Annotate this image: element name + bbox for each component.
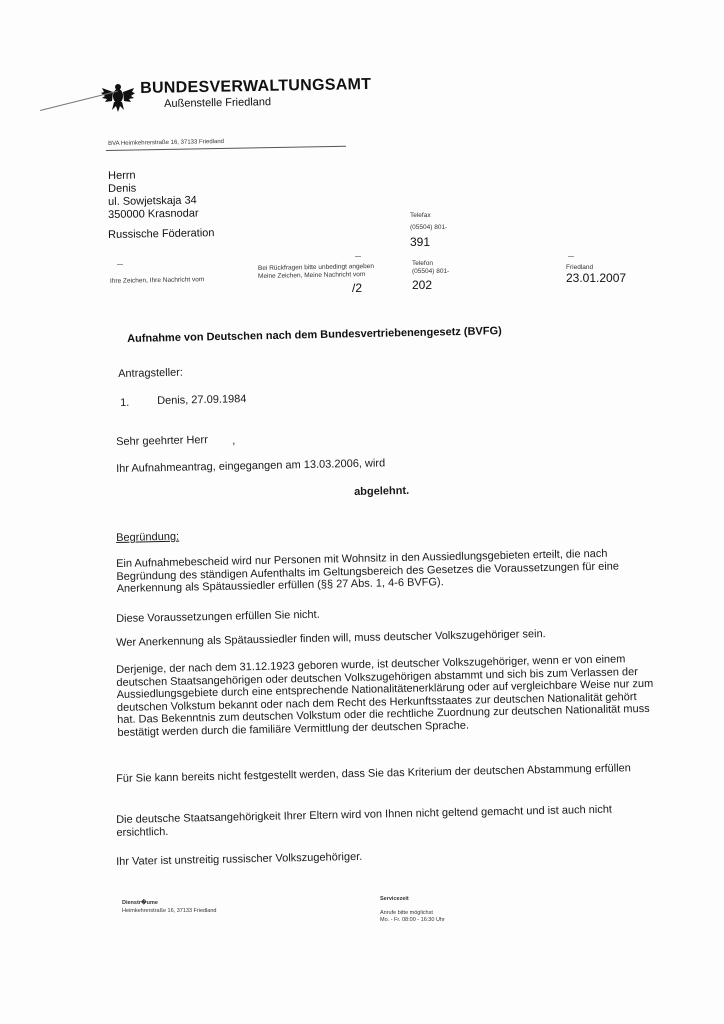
sender-line: BVA Heimkehrerstraße 16, 37133 Friedland xyxy=(108,138,225,147)
org-name: BUNDESVERWALTUNGSAMT xyxy=(140,75,372,97)
our-ref-label-1: Bei Rückfragen bitte unbedingt angeben xyxy=(257,262,375,273)
footer-service-line1: Anrufe bitte möglichst xyxy=(380,910,433,916)
reason-heading: Begründung: xyxy=(116,530,180,544)
greeting: Sehr geehrter Herr xyxy=(116,434,208,448)
reason-paragraph-2: Diese Voraussetzungen erfüllen Sie nicht. xyxy=(116,608,320,625)
footer-service-line2: Mo. - Fr. 08:00 - 16:30 Uhr xyxy=(380,917,445,923)
reason-paragraph-7: Ihr Vater ist unstreitig russischer Volkszugehöriger. xyxy=(116,850,363,868)
federal-eagle-icon xyxy=(100,80,136,116)
reason-paragraph-5: Für Sie kann bereits nicht festgestellt werden, dass Sie das Kriterium der deutschen Abstammung erfüllen xyxy=(116,762,631,785)
recipient-city: 350000 Krasnodar xyxy=(108,207,199,221)
recipient-street: ul. Sowjetskaja 34 xyxy=(108,194,197,208)
letter-subject: Aufnahme von Deutschen nach dem Bundesvertriebenengesetz (BVFG) xyxy=(127,325,502,345)
recipient-name: Denis xyxy=(108,182,137,195)
sender-divider xyxy=(106,146,346,151)
reason-paragraph-6: Die deutsche Staatsangehörigkeit Ihrer Eltern wird von Ihnen nicht geltend gemacht und ist auch nicht ersichtlich. xyxy=(116,803,613,839)
footer-office-label: Dienstr�ume xyxy=(122,900,158,906)
reason-paragraph-4: Derjenige, der nach dem 31.12.1923 geboren wurde, ist deutscher Volkszugehöriger, wenn er von einem deutschen Staatsangehörigen oder deutschen Volkszugehörigen abstammt und sich bis zum Verlassen der Aussiedlungsgebiete durch eine entsprechende Nationalitätenerklärung oder auf vergleichbare Weise nur zum deutschen Volkstum bekannt oder nach dem Recht des Herkunftsstaates zur deutschen Nationalität gehört hat. Das Bekenntnis zum deutschen Volkstum oder die rechtliche Zuordnung zur deutschen Nationalität muss bestätigt werden durch die familiäre Vermittlung der deutschen Sprache. xyxy=(116,653,654,739)
ref-dash-3 xyxy=(568,256,574,257)
place-label: Friedland xyxy=(566,264,594,271)
your-ref-label: Ihre Zeichen, Ihre Nachricht vom xyxy=(109,276,205,285)
reason-paragraph-1: Ein Aufnahmebescheid wird nur Personen mit Wohnsitz in den Aussiedlungsgebieten erteilt, die nach Begründung des ständigen Aufenthalts im Geltungsbereich des Gesetzes die Voraussetzungen für eine Anerkennung als Spätaussiedler erfüllen (§§ 27 Abs. 1, 4-6 BVFG). xyxy=(116,547,620,595)
applicant-label: Antragsteller: xyxy=(118,366,184,380)
greeting-comma: , xyxy=(232,434,236,447)
telefax-ext: 391 xyxy=(410,235,431,249)
our-ref-value: /2 xyxy=(352,281,363,295)
telefon-ext: 202 xyxy=(412,278,433,292)
ref-dash-1 xyxy=(117,264,123,265)
letter-date: 23.01.2007 xyxy=(566,271,627,285)
our-ref-label-2: Meine Zeichen, Meine Nachricht vom xyxy=(257,271,366,280)
footer-office-address: Heimkehrerstraße 16, 37133 Friedland xyxy=(122,908,217,914)
org-subtitle: Außenstelle Friedland xyxy=(164,96,272,110)
reason-paragraph-3: Wer Anerkennung als Spätaussiedler finden will, muss deutscher Volkszugehöriger sein. xyxy=(116,628,546,649)
applicant-entry: Denis, 27.09.1984 xyxy=(157,393,247,407)
ref-dash-2 xyxy=(355,256,361,257)
footer-service-label: Servicezeit xyxy=(380,896,409,902)
application-intro: Ihr Aufnahmeantrag, eingegangen am 13.03.2006, wird xyxy=(116,457,386,475)
telefon-prefix: (05504) 801- xyxy=(412,268,450,275)
applicant-number: 1. xyxy=(120,396,130,409)
recipient-country: Russische Föderation xyxy=(108,227,215,241)
telefon-label: Telefon xyxy=(412,260,433,267)
telefax-label: Telefax xyxy=(410,212,431,219)
decision: abgelehnt. xyxy=(354,484,410,498)
recipient-salutation: Herrn xyxy=(108,169,136,182)
telefax-prefix: (05504) 801- xyxy=(410,224,448,231)
